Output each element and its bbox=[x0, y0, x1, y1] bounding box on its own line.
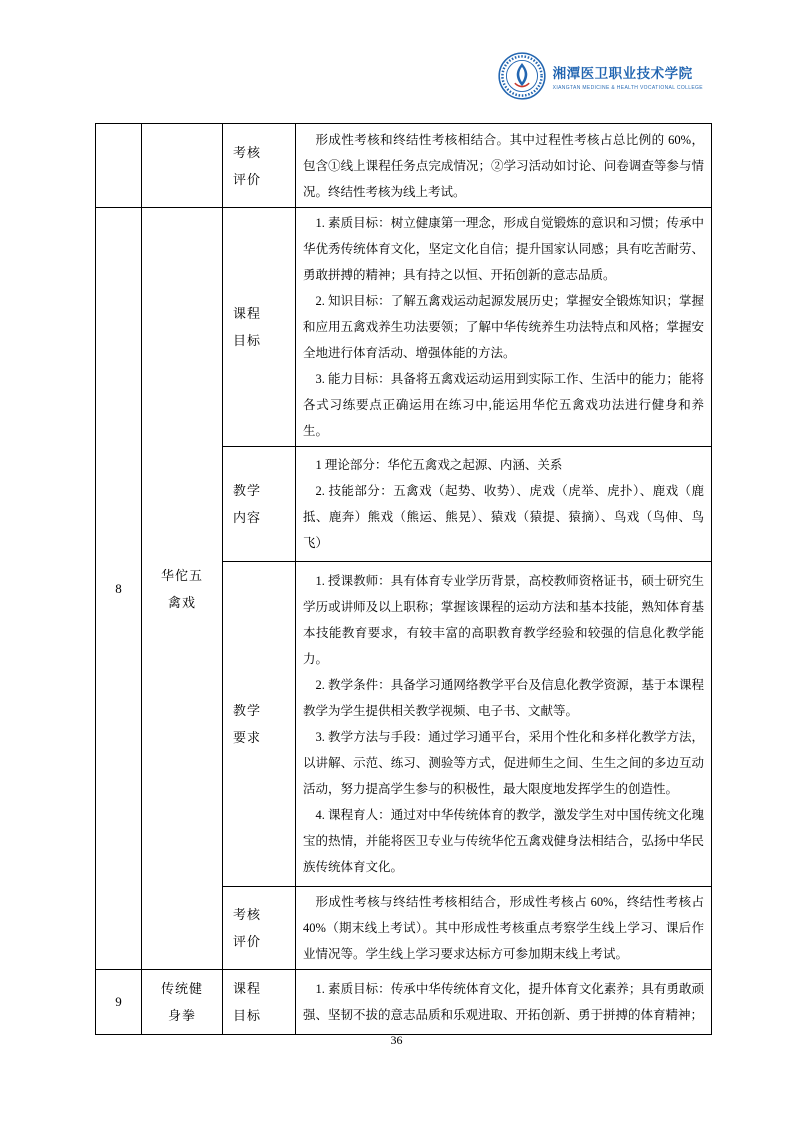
label-line: 目标 bbox=[233, 333, 262, 348]
table-row-9-objectives bbox=[96, 970, 712, 1035]
paragraph: 4. 课程育人：通过对中华传统体育的教学，激发学生对中国传统文化瑰宝的热情，并能将医卫专业与传统华佗五禽戏健身法相结合，弘扬中华民族传统体育文化。 bbox=[303, 808, 704, 874]
section-label-assessment bbox=[223, 887, 296, 970]
course-name-cell-empty bbox=[142, 124, 223, 208]
course-name-line: 禽戏 bbox=[167, 594, 196, 610]
objectives-content-cell bbox=[296, 970, 712, 1035]
paragraph: 1. 素质目标：树立健康第一理念，形成自觉锻炼的意识和习惯；传承中华优秀传统体育文化，坚定文化自信；提升国家认同感；具有吃苦耐劳、勇敢拼搏的精神；具有持之以恒、开拓创新的意志品质。 bbox=[303, 216, 704, 282]
label-line: 考核 bbox=[233, 144, 262, 160]
college-name-chinese: 湘潭医卫职业技术学院 bbox=[552, 65, 693, 82]
logo-text bbox=[553, 62, 703, 91]
paragraph: 2. 技能部分：五禽戏（起势、收势）、虎戏（虎举、虎扑）、鹿戏（鹿抵、鹿奔）熊戏（熊运、熊晃）、猿戏（猿提、猿摘）、鸟戏（鸟伸、鸟飞） bbox=[303, 484, 704, 550]
assessment-content-cell bbox=[296, 124, 712, 208]
label-line: 评价 bbox=[233, 171, 262, 187]
paragraph: 形成性考核和终结性考核相结合。其中过程性考核占总比例的 60%，包含①线上课程任务点完成情况；②学习活动如讨论、问卷调查等参与情况。终结性考核为线上考试。 bbox=[303, 132, 704, 199]
paragraph: 1 理论部分：华佗五禽戏之起源、内涵、关系 bbox=[315, 458, 563, 472]
teaching-requirements-cell bbox=[296, 562, 712, 887]
row-number-cell-empty bbox=[96, 124, 142, 208]
assessment-content-cell bbox=[296, 887, 712, 970]
label-line: 要求 bbox=[233, 730, 262, 745]
paragraph: 3. 教学方法与手段：通过学习通平台，采用个性化和多样化教学方法，以讲解、示范、练习、测验等方式，促进师生之间、生生之间的多边互动活动，努力提高学生参与的积极性，最大限度地发挥学生的创造性。 bbox=[303, 730, 704, 796]
label-line: 内容 bbox=[233, 510, 262, 525]
objectives-content-cell bbox=[296, 208, 712, 447]
course-syllabus-table bbox=[95, 123, 712, 1035]
section-label-assessment bbox=[223, 124, 296, 208]
label-line: 考核 bbox=[233, 907, 262, 922]
course-name-cell bbox=[142, 970, 223, 1035]
course-name-line: 身拳 bbox=[167, 1008, 196, 1023]
paragraph: 3. 能力目标：具备将五禽戏运动运用到实际工作、生活中的能力；能将各式习练要点正确运用在练习中,能运用华佗五禽戏功法进行健身和养生。 bbox=[303, 372, 704, 438]
section-label-objectives bbox=[223, 970, 296, 1035]
teaching-content-cell bbox=[296, 447, 712, 562]
row-number-cell: 8 bbox=[96, 208, 142, 970]
course-name-line: 传统健 bbox=[160, 981, 203, 996]
college-logo bbox=[498, 52, 703, 100]
label-line: 目标 bbox=[233, 1008, 262, 1023]
row-number-cell: 9 bbox=[96, 970, 142, 1035]
label-line: 课程 bbox=[233, 981, 262, 996]
table-row-prev-course-assessment bbox=[96, 124, 712, 208]
college-name-english: XIANGTAN MEDICINE & HEALTH VOCATIONAL COLLEGE bbox=[552, 84, 703, 91]
section-label-teaching-requirements bbox=[223, 562, 296, 887]
course-name-cell bbox=[142, 208, 223, 970]
table-row-8-objectives bbox=[96, 208, 712, 447]
course-name-line: 华佗五 bbox=[160, 567, 203, 583]
page-number: 36 bbox=[390, 1033, 403, 1047]
label-line: 课程 bbox=[233, 306, 262, 321]
section-label-teaching-content bbox=[223, 447, 296, 562]
label-line: 教学 bbox=[233, 483, 262, 498]
paragraph: 2. 知识目标：了解五禽戏运动起源发展历史；掌握安全锻炼知识；掌握和应用五禽戏养生功法要领；了解中华传统养生功法特点和风格；掌握安全地进行体育活动、增强体能的方法。 bbox=[303, 294, 704, 360]
paragraph: 形成性考核与终结性考核相结合，形成性考核占 60%，终结性考核占40%（期末线上考试）。其中形成性考核重点考察学生线上学习、课后作业情况等。学生线上学习要求达标方可参加期末线上考试。 bbox=[303, 895, 704, 961]
page-header bbox=[498, 52, 703, 100]
paragraph: 1. 素质目标：传承中华传统体育文化，提升体育文化素养；具有勇敢顽强、坚韧不拔的意志品质和乐观进取、开拓创新、勇于拼搏的体育精神； bbox=[303, 982, 704, 1022]
section-label-objectives bbox=[223, 208, 296, 447]
paragraph: 2. 教学条件：具备学习通网络教学平台及信息化教学资源，基于本课程教学为学生提供相关教学视频、电子书、文献等。 bbox=[303, 678, 704, 718]
college-emblem-icon bbox=[498, 52, 546, 100]
paragraph: 1. 授课教师：具有体育专业学历背景，高校教师资格证书，硕士研究生学历或讲师及以上职称；掌握该课程的运动方法和基本技能，熟知体育基本技能教育要求，有较丰富的高职教育教学经验和较强的信息化教学能力。 bbox=[303, 574, 704, 666]
label-line: 评价 bbox=[233, 934, 262, 949]
label-line: 教学 bbox=[233, 703, 262, 718]
